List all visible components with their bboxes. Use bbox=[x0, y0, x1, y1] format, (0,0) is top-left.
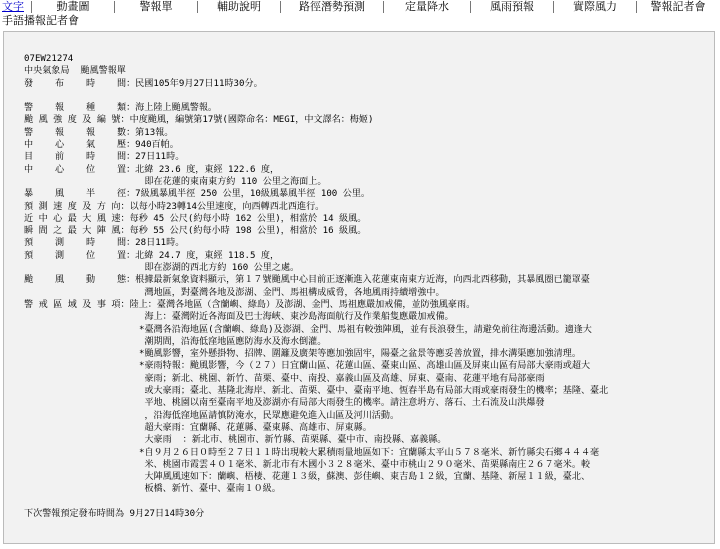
nav-tab-track-forecast[interactable]: 路徑潛勢預測 bbox=[299, 0, 365, 13]
nav-divider bbox=[470, 1, 471, 13]
nav-tab-help[interactable]: 輔助說明 bbox=[217, 0, 261, 13]
nav-divider bbox=[383, 1, 384, 13]
nav-tab-wind-rain-forecast[interactable]: 風雨預報 bbox=[490, 0, 534, 13]
nav-tab-warning-sheet[interactable]: 警報單 bbox=[139, 0, 173, 13]
warning-bulletin-panel bbox=[3, 31, 715, 544]
nav-tab-rainfall[interactable]: 定量降水 bbox=[405, 0, 449, 13]
nav-tab-text[interactable]: 文字 bbox=[2, 0, 24, 13]
nav-divider bbox=[553, 1, 554, 13]
nav-divider bbox=[31, 1, 32, 13]
nav-tab-actual-wind[interactable]: 實際風力 bbox=[573, 0, 617, 13]
sign-language-press-link[interactable]: 手語播報記者會 bbox=[2, 14, 79, 27]
nav-tab-animation[interactable]: 動畫圖 bbox=[56, 0, 90, 13]
warning-bulletin-text: 07EW21274 中央氣象局 颱風警報單 發 布 時 間：民國105年9月27日11時30分。 警 報 種 類：海上陸上颱風警報。 颱 風 強 度 及 編 號：中度颱風，編號第17號(國際命名：MEGI，中文譯名：梅姬) 警 報 報 數：第13報。 中 心 氣 壓：940百帕。 目 前 時 間：27日11時。 中 心 位 置：北緯 23.6 度，東經 122.6 度， 即在花蓮的東南東方約 110 公里之海面上。 暴 風 半 徑：7級風暴風半徑 250 公里，10級風暴風半徑 100 公里。 預 測 速 度 及 方 向：以每小時23轉14公里速度，向西轉西北西進行。 近 中 心 最 大 風 速：每秒 45 公尺(約每小時 162 公里)，相當於 14 級風。 瞬 間 之 最 大 陣 風：每秒 55 公尺(約每小時 198 公里)，相當於 16 級風。 預 測 時 間：28日11時。 預 測 位 置：北緯 24.7 度，東經 118.5 度， 即在澎湖的西北方約 160 公里之處。 颱 風 動 態：根據最新氣象資料顯示，第１７號颱風中心目前正逐漸進入花蓮東南東方近海，向西北西移動，其暴風圈已籠罩臺 灣地區，對臺灣各地及澎湖、金門、馬祖構成威脅，各地風雨持續增強中。 警 戒 區 域 及 事 項：陸上：臺灣各地區（含蘭嶼、綠島）及澎湖、金門、馬祖應嚴加戒備，並防強風豪雨。 海上：臺灣附近各海面及巴士海峽、東沙島海面航行及作業船隻應嚴加戒備。 *臺灣各沿海地區(含蘭嶼、綠島)及澎湖、金門、馬祖有較強陣風，並有長浪發生，請避免前往海邊活動。適逢大 潮期間，沿海低窪地區應防海水及海水倒灌。 *颱風影響，室外懸掛物、招牌、圍籬及廣架等應加強固牢，陽臺之盆景等應妥善放置，排水溝渠應加強清理。 *豪雨特報：颱風影響，今（２７）日宜蘭山區、花蓮山區、臺東山區、高雄山區及屏東山區有局部大豪雨或超大 豪雨；新北、桃園、新竹、苗栗、臺中、南投、嘉義山區及高雄、屏東、臺南、花蓮平地有局部豪雨 或大豪雨；臺北、基隆北海岸、新北、苗栗、臺中、臺南平地、恆春半島有局部大雨或豪雨發生的機率；基隆、臺北 平地、桃園以南至臺南平地及澎湖亦有局部大雨發生的機率。請注意坍方、落石、土石流及山洪爆發 ，沿海低窪地區請慎防淹水，民眾應避免進入山區及河川活動。 超大豪雨：宜蘭縣、花蓮縣、臺東縣、高雄市、屏東縣。 大豪雨 ：新北市、桃園市、新竹縣、苗栗縣、臺中市、南投縣、嘉義縣。 *自９月２６日０時至２７日１１時出現較大累積雨量地區如下：宜蘭縣太平山５７８毫米、新竹縣尖石鄉４４４毫 米、桃園市霞雲４０１毫米、新北市有木國小３２８毫米、臺中市桃山２９０毫米、苗栗縣南庄２６７毫米。較 大陣風風速如下：蘭嶼、梧棲、花蓮１３級，蘇澳、彭佳嶼、東吉島１２級，宜蘭、基隆、新屋１１級，臺北、 板橋、新竹、臺中、臺南１０級。 下次警報預定發布時間為 9月27日14時30分 bbox=[24, 54, 609, 519]
nav-divider bbox=[280, 1, 281, 13]
nav-divider bbox=[197, 1, 198, 13]
nav-divider bbox=[636, 1, 637, 13]
top-nav-bar bbox=[0, 0, 720, 14]
nav-divider bbox=[114, 1, 115, 13]
nav-tab-press-conference[interactable]: 警報記者會 bbox=[650, 0, 706, 13]
